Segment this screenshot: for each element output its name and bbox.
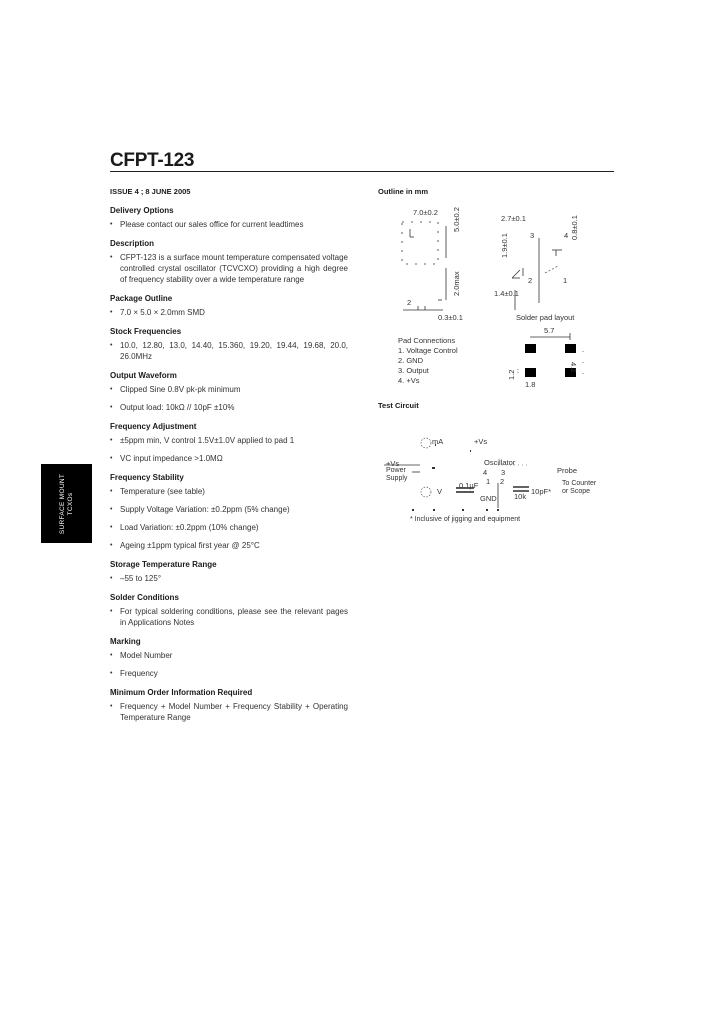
tc-osc-pin-3: 3 (501, 468, 506, 477)
bullet-icon: • (110, 542, 113, 549)
tc-power-supply (386, 467, 407, 483)
test-circuit-drawing (378, 430, 608, 520)
bullet-item (110, 606, 348, 628)
dim-height: 2.0max (452, 271, 461, 296)
bullet-icon: • (110, 437, 113, 444)
bullet-text: Frequency + Model Number + Frequency Stability + Operating Temperature Range (120, 702, 348, 722)
bullet-item (110, 668, 348, 679)
bullet-text: CFPT-123 is a surface mount temperature compensated voltage controlled crystal oscillator (TCVCXO) providing a high degree of frequency stability over a wide temperature range (120, 253, 348, 284)
pad-connection-item: 4. +Vs (398, 376, 420, 385)
tc-or-scope-label: or Scope (562, 488, 591, 495)
side-tab-line1: SURFACE MOUNT (58, 473, 66, 534)
bullet-text: 10.0, 12.80, 13.0, 14.40, 15.360, 19.20, 19.44, 19.68, 20.0, 26.0MHz (120, 341, 348, 361)
dim-length: 7.0±0.2 (413, 208, 438, 217)
bullet-item (110, 701, 348, 723)
section-heading: Storage Temperature Range (110, 560, 217, 569)
bullet-icon: • (110, 703, 113, 710)
bullet-text: Frequency (120, 669, 158, 678)
issue-date: ISSUE 4 ; 8 JUNE 2005 (110, 187, 191, 196)
solder-dim-x: 5.7 (544, 326, 555, 335)
section-minimum-order-information-required (110, 687, 348, 723)
solder-dim-y: 4.2 (569, 362, 578, 373)
bullet-icon: • (110, 254, 113, 261)
bullet-item (110, 650, 348, 661)
bullet-text: Clipped Sine 0.8V pk-pk minimum (120, 385, 241, 394)
side-tab (41, 464, 92, 543)
pin-3-label: 3 (530, 231, 535, 240)
outline-heading: Outline in mm (378, 187, 429, 196)
bullet-icon: • (110, 506, 113, 513)
pad-connection-item: 3. Output (398, 366, 429, 375)
pad-connection-item: 1. Voltage Control (398, 346, 458, 355)
bullet-item (110, 573, 348, 584)
left-column (110, 186, 348, 731)
bullet-text: Temperature (see table) (120, 487, 205, 496)
tc-to-counter (562, 480, 596, 496)
section-heading: Delivery Options (110, 206, 174, 215)
bullet-item (110, 504, 348, 515)
solder-pad-heading: Solder pad layout (516, 313, 575, 322)
tc-oscillator: Oscillator (484, 458, 516, 467)
pin-4-label: 4 (564, 231, 569, 240)
bullet-item (110, 435, 348, 446)
pin-1-label: 1 (563, 276, 568, 285)
section-heading: Stock Frequencies (110, 327, 182, 336)
bullet-item (110, 307, 348, 318)
tc-supply-label: Supply (386, 475, 408, 482)
tc-vs-left: +Vs (386, 459, 400, 468)
title-rule (110, 171, 614, 172)
tc-power-label: Power (386, 467, 406, 474)
section-frequency-adjustment (110, 421, 348, 464)
bullet-text: Load Variation: ±0.2ppm (10% change) (120, 523, 259, 532)
section-heading: Marking (110, 637, 141, 646)
bullet-text: 7.0 × 5.0 × 2.0mm SMD (120, 308, 205, 317)
bullet-icon: • (110, 455, 113, 462)
dim-width: 5.0±0.2 (452, 207, 461, 232)
section-stock-frequencies (110, 326, 348, 362)
tc-cap2: 10pF* (531, 487, 552, 496)
pad-connections (398, 336, 458, 386)
section-heading: Frequency Adjustment (110, 422, 197, 431)
page-title: CFPT-123 (110, 150, 195, 171)
bullet-item (110, 540, 348, 551)
bullet-icon: • (110, 386, 113, 393)
side-pin-label: 2 (407, 298, 412, 307)
tc-probe: Probe (557, 466, 578, 475)
tc-footnote: * Inclusive of jigging and equipment (410, 516, 521, 523)
section-heading: Solder Conditions (110, 593, 179, 602)
bullet-icon: • (110, 404, 113, 411)
tc-gnd: GND (480, 494, 497, 503)
bullet-item (110, 402, 348, 413)
pad-connections-heading: Pad Connections (398, 336, 456, 345)
section-package-outline (110, 293, 348, 318)
tc-osc-pin-2: 2 (500, 477, 505, 486)
dim-pad-gap: 0.3±0.1 (438, 313, 463, 322)
section-heading: Description (110, 239, 155, 248)
bullet-item (110, 340, 348, 362)
section-delivery-options (110, 205, 348, 230)
dim-pad-edge: 0.8±0.1 (570, 215, 579, 240)
section-description (110, 238, 348, 285)
section-output-waveform (110, 370, 348, 413)
bullet-icon: • (110, 524, 113, 531)
tc-meter: mA (432, 437, 444, 446)
bullet-text: Model Number (120, 651, 173, 660)
tc-osc-pin-4: 4 (483, 468, 488, 477)
bullet-item (110, 522, 348, 533)
bullet-text: Output load: 10kΩ // 10pF ±10% (120, 403, 235, 412)
dim-pad-h: 1.9±0.1 (500, 233, 509, 258)
tc-vs-top: +Vs (474, 437, 488, 446)
tc-vc-source: V (437, 487, 443, 496)
pin-2-label: 2 (528, 276, 533, 285)
bullet-text: Supply Voltage Variation: ±0.2ppm (5% change) (120, 505, 290, 514)
tc-to-counter-label: To Counter (562, 480, 597, 487)
bullet-item (110, 384, 348, 395)
bullet-icon: • (110, 342, 113, 349)
bullet-text: ±5ppm min, V control 1.5V±1.0V applied to pad 1 (120, 436, 295, 445)
solder-pad-w: 1.8 (525, 380, 536, 389)
bullet-text: For typical soldering conditions, please see the relevant pages in Applications Notes (120, 607, 348, 627)
test-circuit-heading: Test Circuit (378, 401, 419, 410)
section-frequency-stability (110, 472, 348, 551)
bullet-text: –55 to 125° (120, 574, 162, 583)
side-tab-line2: TCXOs (66, 492, 74, 515)
tc-resistor: 10k (514, 492, 527, 501)
section-heading: Minimum Order Information Required (110, 688, 253, 697)
bullet-icon: • (110, 221, 113, 228)
bullet-icon: • (110, 608, 113, 615)
solder-pad-h: 1.2 (507, 369, 516, 380)
bullet-icon: • (110, 652, 113, 659)
tc-osc-pin-1: 1 (486, 477, 491, 486)
bullet-icon: • (110, 575, 113, 582)
section-solder-conditions (110, 592, 348, 628)
dim-pad-w: 1.4±0.1 (494, 289, 519, 298)
tc-cap1: 0.1μF (459, 481, 479, 490)
bullet-item (110, 252, 348, 285)
section-heading: Frequency Stability (110, 473, 184, 482)
side-tab-text (59, 473, 75, 533)
section-heading: Output Waveform (110, 371, 177, 380)
dim-pad-len: 2.7±0.1 (501, 214, 526, 223)
bullet-item (110, 453, 348, 464)
bullet-text: Please contact our sales office for current leadtimes (120, 220, 304, 229)
bullet-icon: • (110, 488, 113, 495)
solder-pad-drawing (510, 325, 600, 395)
bullet-item (110, 486, 348, 497)
bullet-icon: • (110, 670, 113, 677)
bullet-text: VC input impedance >1.0MΩ (120, 454, 223, 463)
bullet-text: Ageing ±1ppm typical first year @ 25°C (120, 541, 260, 550)
bullet-item (110, 219, 348, 230)
section-storage-temperature-range (110, 559, 348, 584)
section-heading: Package Outline (110, 294, 173, 303)
bullet-icon: • (110, 309, 113, 316)
section-marking (110, 636, 348, 679)
pad-connection-item: 2. GND (398, 356, 424, 365)
